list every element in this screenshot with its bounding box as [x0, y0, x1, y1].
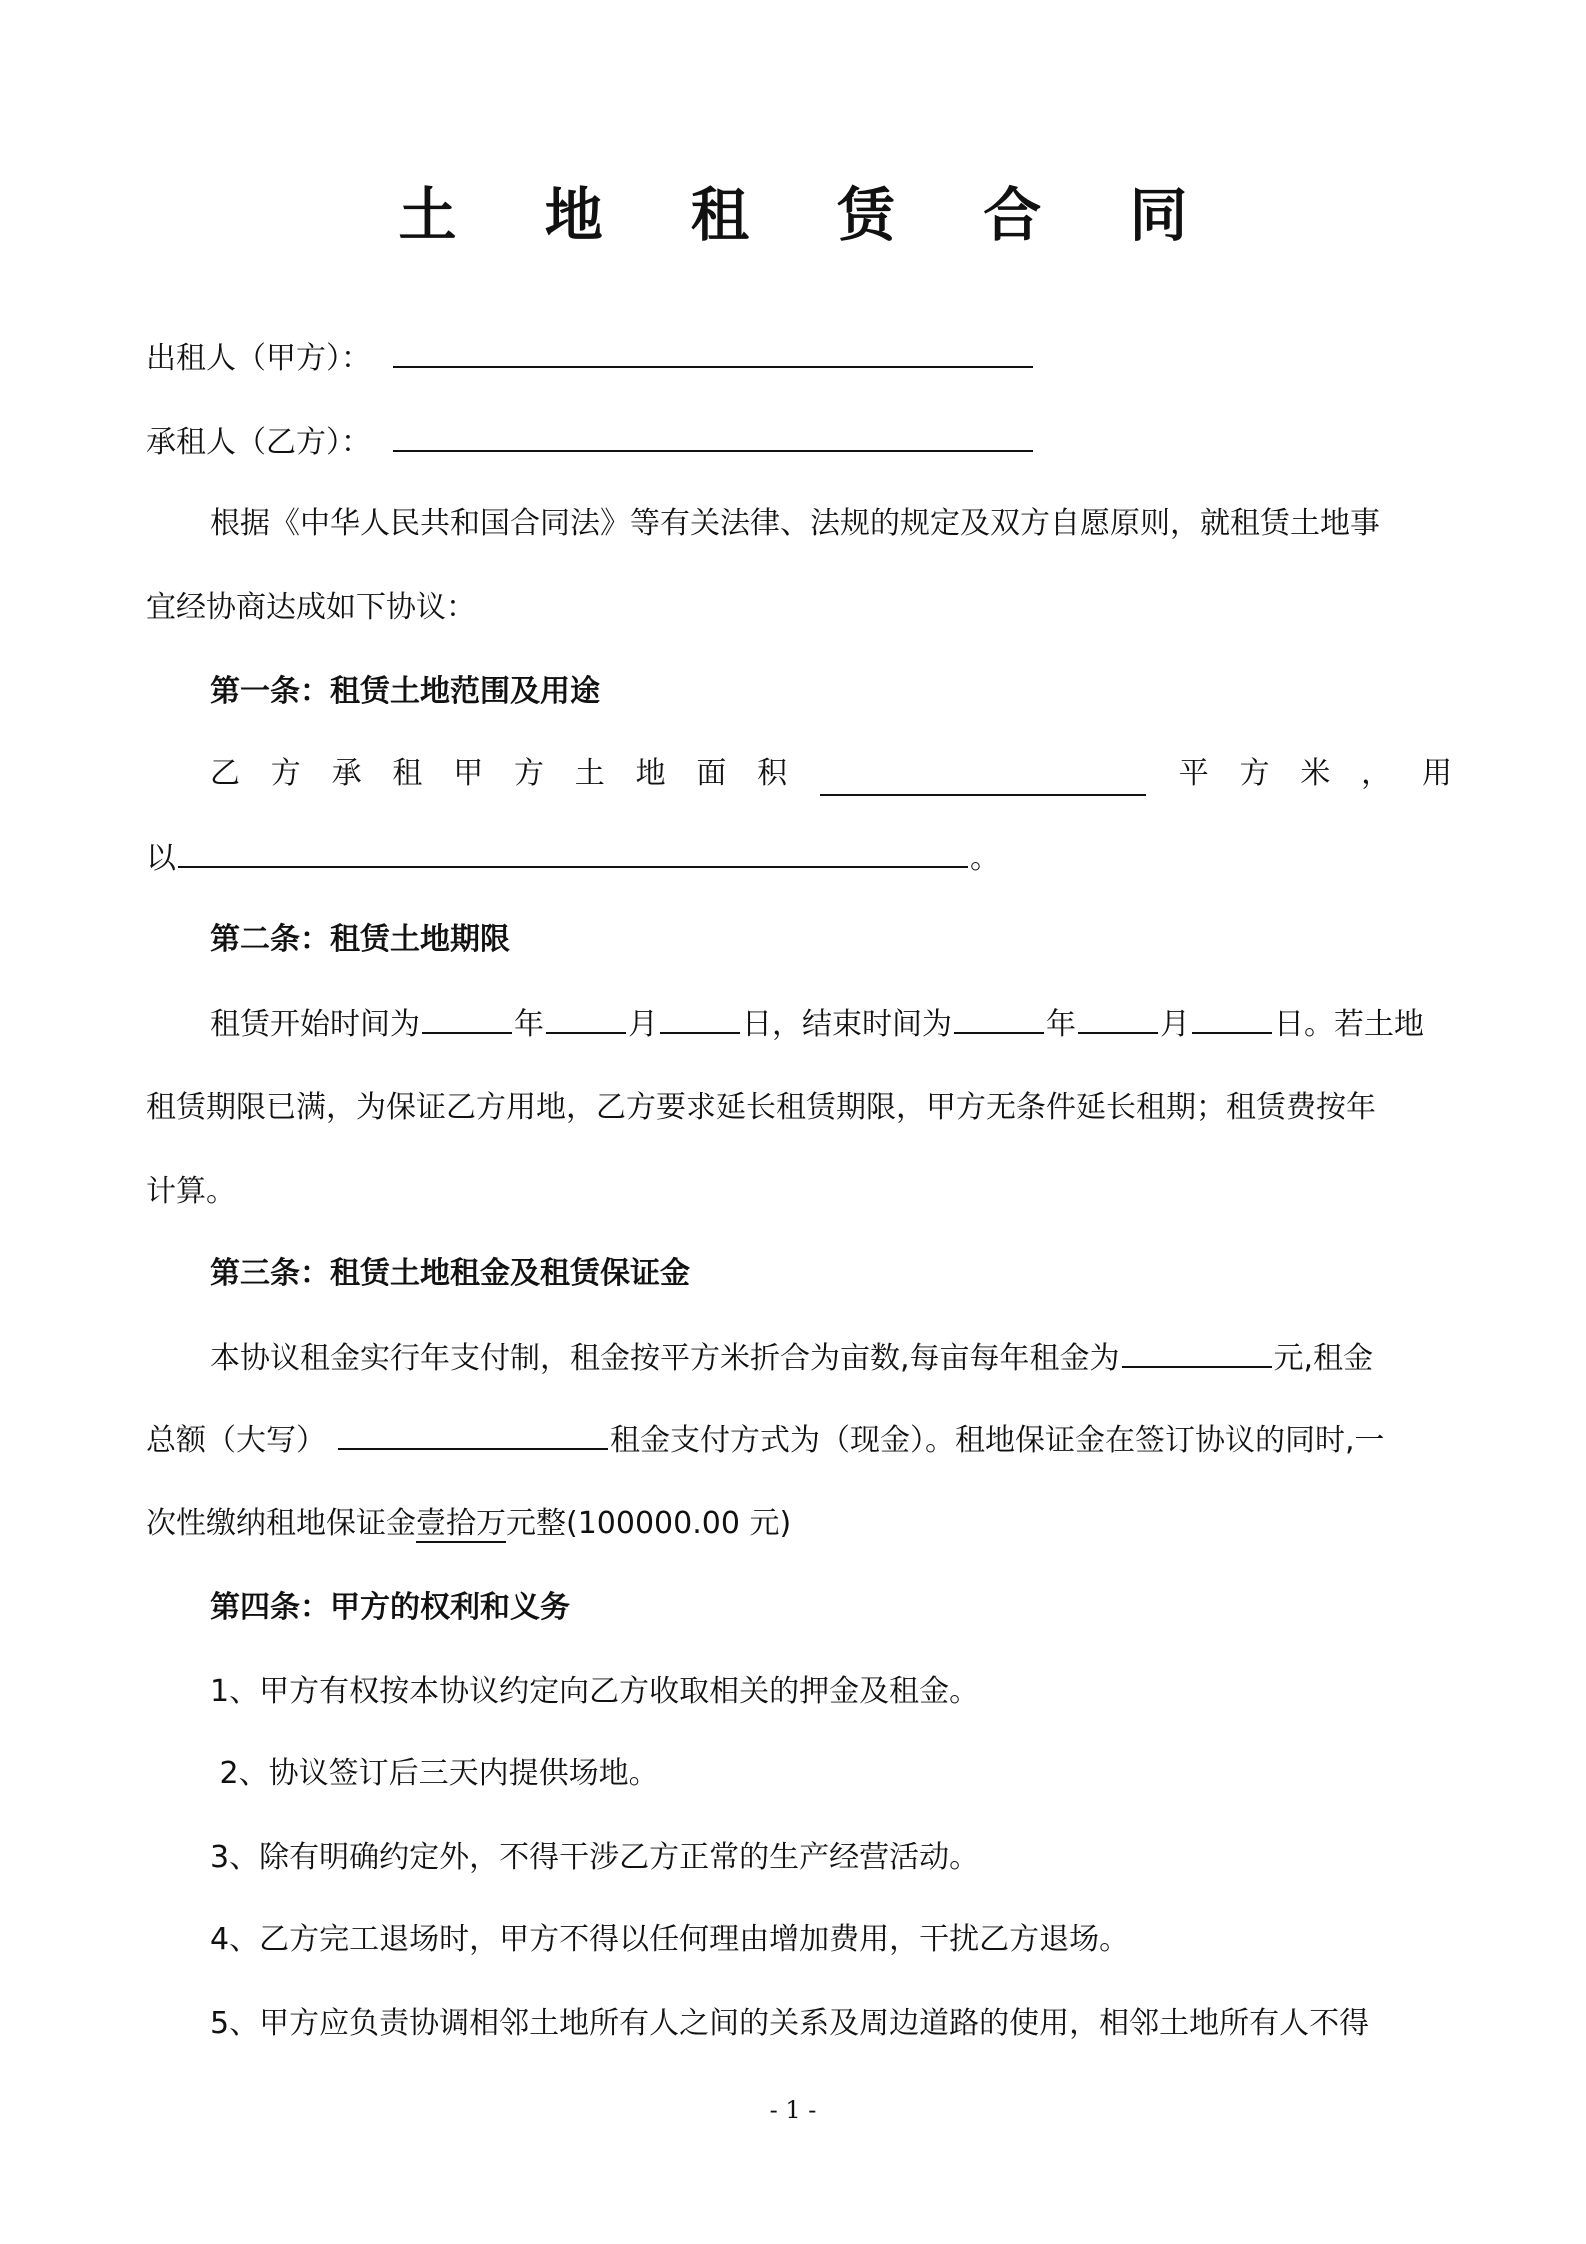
- article-2-line-1: [210, 1002, 1452, 1047]
- article-3-line-3: [146, 1502, 1452, 1546]
- art1-char: 承: [331, 756, 362, 791]
- art1-char: 甲: [453, 756, 484, 791]
- lessor-blank[interactable]: [393, 336, 1033, 368]
- lessor-line: [146, 336, 1452, 381]
- contract-title: 土 地 租 赁 合 同: [398, 181, 1222, 249]
- end-month-blank[interactable]: [1078, 1002, 1158, 1034]
- article-3-line-1: [210, 1336, 1452, 1381]
- deposit-amount: 壹拾万: [416, 1506, 506, 1541]
- payment-text: 租金支付方式为（现金）。租地保证金在签订协议的同时,一: [610, 1423, 1385, 1458]
- article-4-item: 4、乙方完工退场时，甲方不得以任何理由增加费用，干扰乙方退场。: [210, 1922, 1130, 1957]
- art1-char: 租: [392, 756, 423, 791]
- art1-char: 方: [270, 756, 301, 791]
- article-1-line-1: [210, 752, 1452, 796]
- article-1-line-2: [146, 836, 1452, 881]
- article-4-item: 5、甲方应负责协调相邻土地所有人之间的关系及周边道路的使用，相邻土地所有人不得: [210, 2006, 1370, 2041]
- art1-unit-char: 方: [1239, 756, 1270, 791]
- lessee-label: 承租人（乙方）：: [146, 425, 371, 460]
- rent-rate-suffix: 元,租金: [1273, 1341, 1374, 1376]
- art1-char: 积: [757, 756, 788, 791]
- art1-line2-suffix: 。: [970, 841, 1000, 876]
- article-4-item: 2、协议签订后三天内提供场地。: [210, 1756, 659, 1791]
- art1-unit-char: 平: [1178, 756, 1209, 791]
- intro-line-2: 宜经协商达成如下协议：: [146, 590, 476, 625]
- year-label: 年: [1046, 1007, 1076, 1042]
- art1-char: 方: [513, 756, 544, 791]
- article-2-line-2: 租赁期限已满，为保证乙方用地，乙方要求延长租赁期限，甲方无条件延长租期；租赁费按年: [146, 1090, 1376, 1125]
- page-number: - 1 -: [769, 2096, 817, 2124]
- article-1-heading: 第一条：租赁土地范围及用途: [210, 674, 600, 709]
- rent-rate-text: 本协议租金实行年支付制，租金按平方米折合为亩数,每亩每年租金为: [210, 1341, 1120, 1376]
- year-label: 年: [514, 1007, 544, 1042]
- end-label: 日，结束时间为: [742, 1007, 952, 1042]
- lessee-line: [146, 420, 1452, 465]
- month-label: 月: [1160, 1007, 1190, 1042]
- art1-char: 土: [574, 756, 605, 791]
- article-2-line-3: 计算。: [146, 1174, 236, 1209]
- intro-line-1: 根据《中华人民共和国合同法》等有关法律、法规的规定及双方自愿原则，就租赁土地事: [210, 506, 1380, 541]
- art1-char: 乙: [210, 756, 240, 791]
- start-month-blank[interactable]: [546, 1002, 626, 1034]
- total-label: 总额（大写）: [146, 1423, 326, 1458]
- article-4-item: 3、除有明确约定外，不得干涉乙方正常的生产经营活动。: [210, 1840, 980, 1875]
- area-blank[interactable]: [820, 764, 1146, 796]
- purpose-blank[interactable]: [178, 836, 968, 868]
- start-label: 租赁开始时间为: [210, 1007, 420, 1042]
- deposit-text: 次性缴纳租地保证金: [146, 1506, 416, 1541]
- month-label: 月: [628, 1007, 658, 1042]
- lessee-blank[interactable]: [393, 420, 1033, 452]
- lessor-label: 出租人（甲方）：: [146, 341, 371, 376]
- end-year-blank[interactable]: [954, 1002, 1044, 1034]
- art1-unit-char: 用: [1421, 756, 1452, 791]
- article-3-line-2: [146, 1418, 1452, 1463]
- art1-unit-char: ，: [1361, 756, 1392, 791]
- article-2-heading: 第二条：租赁土地期限: [210, 922, 510, 957]
- art1-char: 地: [635, 756, 666, 791]
- start-year-blank[interactable]: [422, 1002, 512, 1034]
- article-4-heading: 第四条：甲方的权利和义务: [210, 1590, 570, 1625]
- art1-char: 面: [696, 756, 727, 791]
- art1-line2-prefix: 以: [146, 841, 176, 876]
- rent-per-mu-blank[interactable]: [1122, 1336, 1272, 1368]
- total-amount-blank[interactable]: [338, 1418, 608, 1450]
- start-day-blank[interactable]: [660, 1002, 740, 1034]
- art1-unit-char: 米: [1300, 756, 1331, 791]
- article-4-item: 1、甲方有权按本协议约定向乙方收取相关的押金及租金。: [210, 1674, 980, 1709]
- day-end-label: 日。若土地: [1274, 1007, 1424, 1042]
- article-3-heading: 第三条：租赁土地租金及租赁保证金: [210, 1256, 690, 1291]
- end-day-blank[interactable]: [1192, 1002, 1272, 1034]
- deposit-suffix: 元整(100000.00 元): [506, 1506, 792, 1541]
